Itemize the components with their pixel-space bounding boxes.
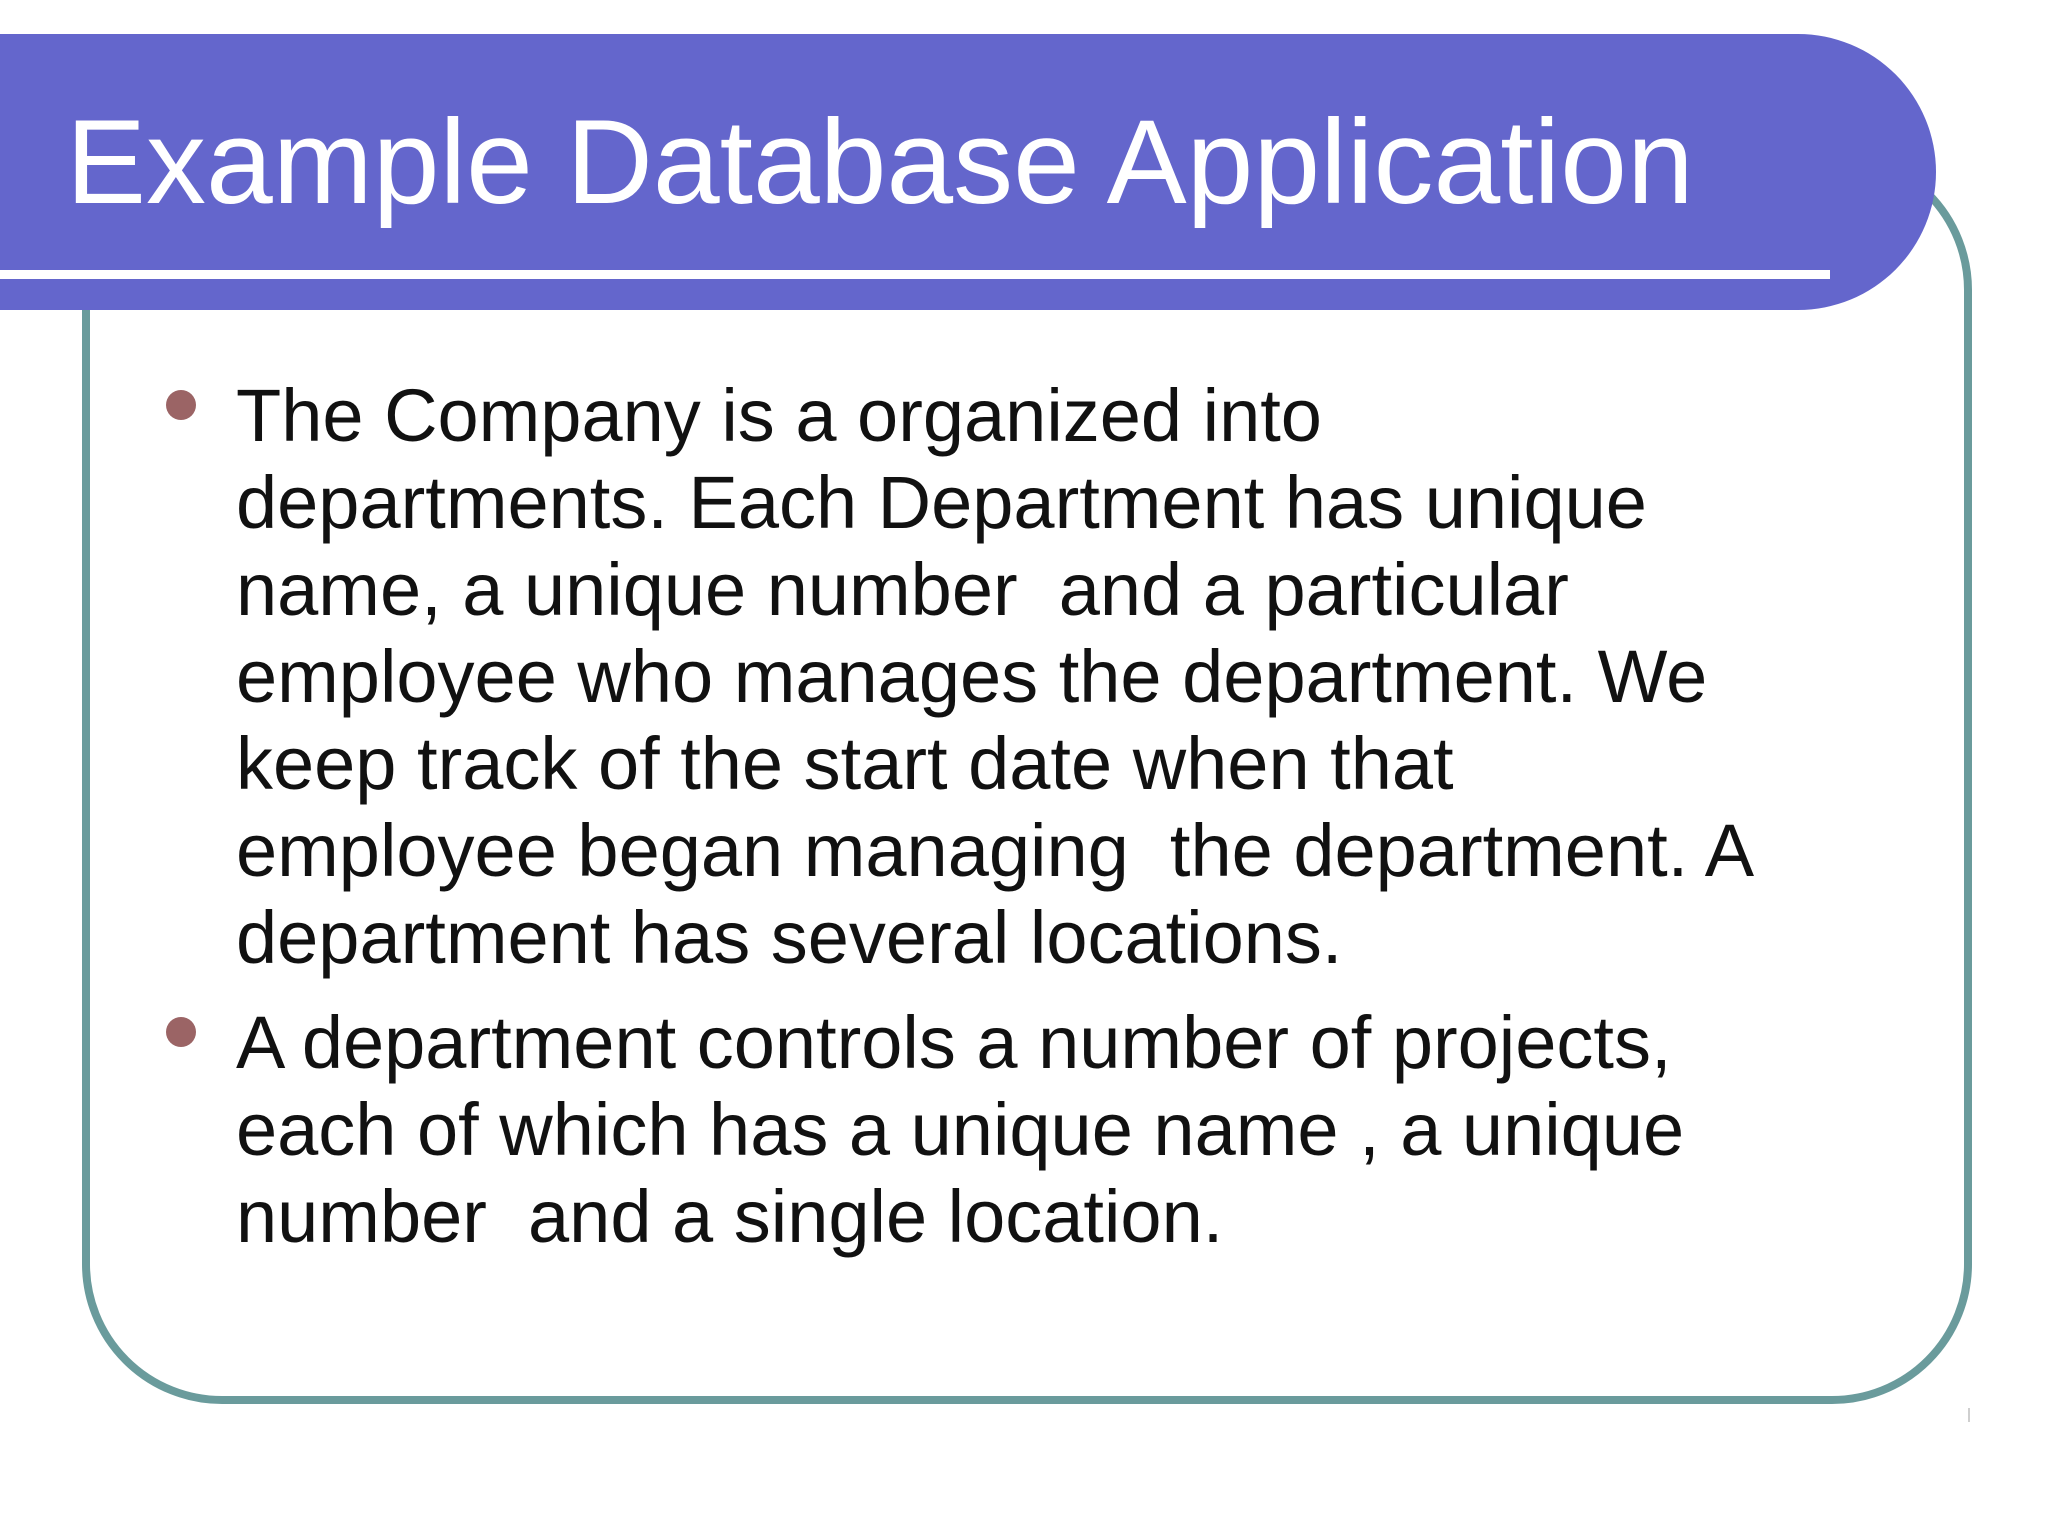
page-mark: [1968, 1408, 1970, 1422]
bullet-dot-icon: [166, 1017, 196, 1047]
slide-title: Example Database Application: [66, 95, 1694, 229]
bullet-item: [160, 999, 1920, 1260]
bullet-list: [160, 372, 1920, 1278]
bullet-dot-icon: [166, 390, 196, 420]
bullet-text: A department controls a number of projects, each of which has a unique name , a unique number and a single location.: [236, 1001, 1685, 1258]
bullet-item: [160, 372, 1920, 981]
title-underline: [0, 270, 1830, 279]
bullet-text: The Company is a organized into departments. Each Department has unique name, a unique number and a particular employee who manages the department. We keep track of the start date when that employee began managing the department. A department has several locations.: [236, 374, 1755, 979]
